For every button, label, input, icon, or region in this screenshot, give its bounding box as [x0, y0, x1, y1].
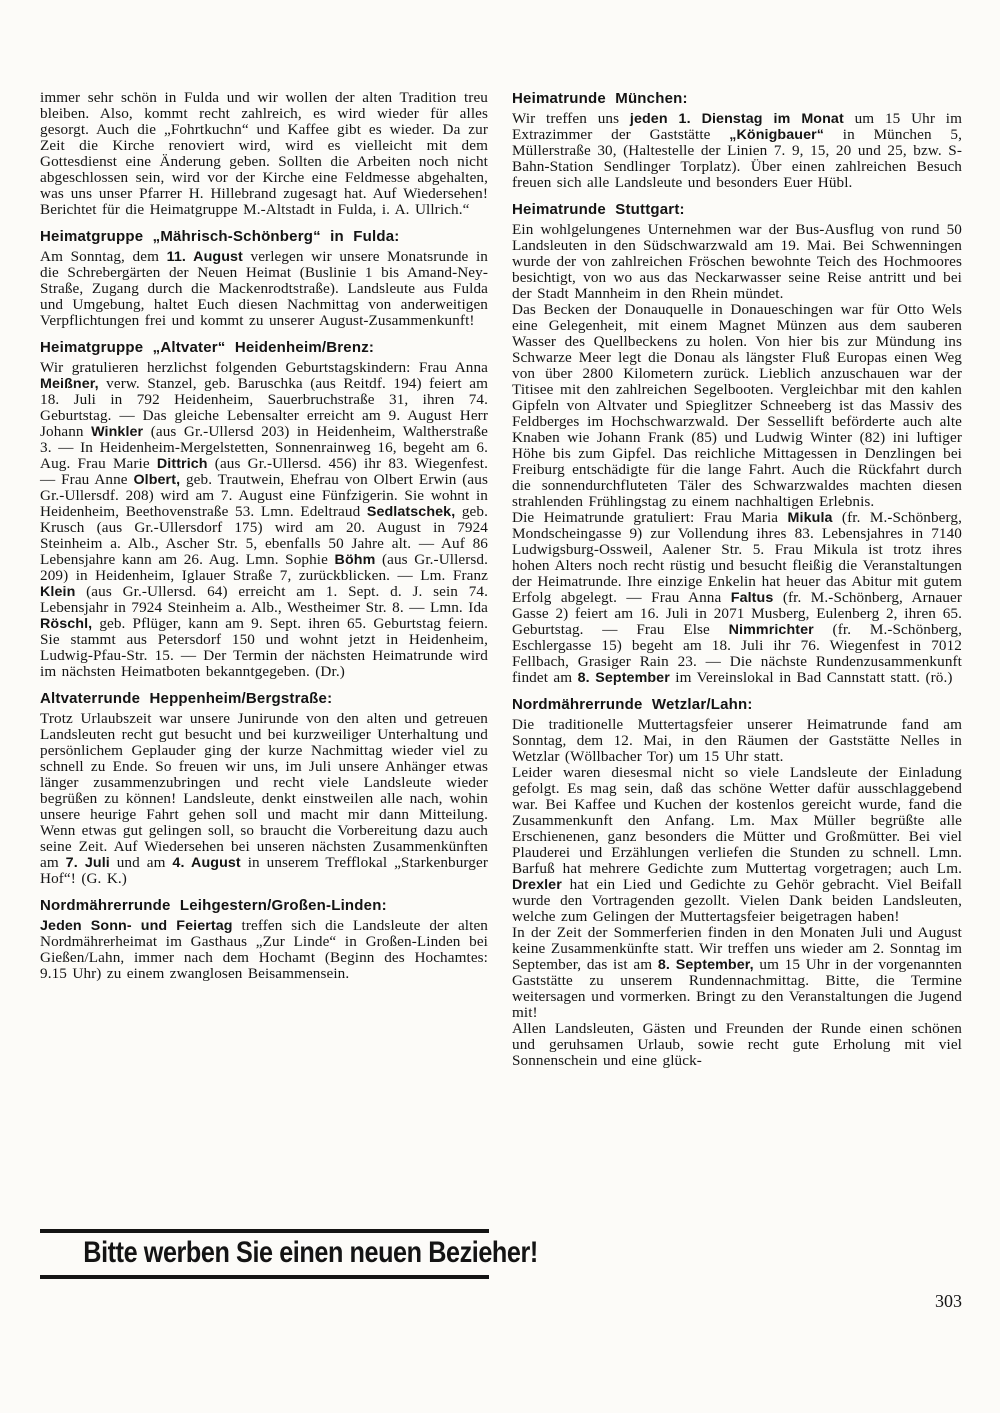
banner-text: Bitte werben Sie einen neuen Bezieher!: [83, 1236, 538, 1269]
section-heading: Heimatrunde Stuttgart:: [512, 201, 685, 218]
subscription-banner: [40, 1229, 538, 1279]
left-column: [40, 90, 488, 982]
paragraph: Ein wohlgelungenes Unternehmen war der Bus-Ausflug von rund 50 Landsleuten in den Südschwarzwald am 19. Mai. Bei Schwenningen wurde der von zahlreichen Fröschen bewohnte Teich des Hochmoores besichtigt, von wo aus das Neckarwasser seine Reise antritt und bei der Stadt Mannheim in den Rhein mündet.: [512, 221, 962, 302]
section-heading: Heimatrunde München:: [512, 90, 688, 107]
section: [40, 339, 488, 680]
section: [40, 690, 488, 887]
section-heading: Nordmährerrunde Leihgestern/Großen-Linden:: [40, 897, 387, 914]
paragraph: Jeden Sonn- und Feiertag treffen sich die Landsleute der alten Nordmährerheimat im Gasthaus „Zur Linde“ in Großen-Linden bei Gießen/Lahn, immer nach dem Hochamt (Beginn des Hochamtes: 9.15 Uhr) zu einem zwanglosen Beisammensein.: [40, 917, 488, 982]
paragraph: Die Heimatrunde gratuliert: Frau Maria Mikula (fr. M.-Schönberg, Mondscheingasse 9) zur Vollendung ihres 83. Lebensjahres in 7140 Ludwigsburg-Ossweil, Aalener Str. 5. Frau Mikula ist trotz ihres hohen Alters noch recht rüstig und besucht fleißig die Veranstaltungen der Heimatrunde. Ihre einzige Enkelin hat heuer das Abitur mit gutem Erfolg abgelegt. — Frau Anna Faltus (fr. M.-Schönberg, Arnauer Gasse 2) feiert am 16. Juli in 2071 Musberg, Eulenberg 2, ihren 65. Geburtstag. — Frau Else Nimmrichter (fr. M.-Schönberg, Eschlergasse 15) begeht am 18. Juli ihr 76. Wiegenfest in 7012 Fellbach, Grasiger Rain 23. — Die nächste Rundenzusammenkunft findet am 8. September im Vereinslokal in Bad Cannstatt statt. (rö.): [512, 509, 962, 686]
section-heading: Heimatgruppe „Mährisch-Schönberg“ in Fulda:: [40, 228, 400, 245]
section: [512, 90, 962, 191]
right-column: [512, 90, 962, 1069]
paragraph: Am Sonntag, dem 11. August verlegen wir unsere Monatsrunde in die Schrebergärten der Neuen Heimat (Buslinie 1 bis Amand-Ney-Straße, Zugang durch die Mackenrodtstraße). Landsleute aus Fulda und Umgebung, haltet Euch diesen Nachmittag von anderweitigen Verpflichtungen frei und kommt zu unserer August-Zusammenkunft!: [40, 248, 488, 329]
paragraph: Wir treffen uns jeden 1. Dienstag im Monat um 15 Uhr im Extrazimmer der Gaststätte „Königbauer“ in München 5, Müllerstraße 30, (Haltestelle der Linien 7. 9, 15, 20 und 25, bzw. S-Bahn-Station Sendlinger Torplatz). Über einen zahlreichen Besuch freuen sich alle Landsleute und besonders Euer Hübl.: [512, 110, 963, 191]
section-heading: Nordmährerrunde Wetzlar/Lahn:: [512, 696, 753, 713]
paragraph: Die traditionelle Muttertagsfeier unserer Heimatrunde fand am Sonntag, dem 12. Mai, in den Räumen der Gaststätte Nelles in Wetzlar (Wöllbacher Tor) um 15 Uhr statt.: [512, 716, 962, 765]
section: [512, 201, 962, 686]
paragraph: In der Zeit der Sommerferien finden in den Monaten Juli und August keine Zusammenkünfte statt. Wir treffen uns wieder am 2. Sonntag im September, das ist am 8. September, um 15 Uhr in der vorgenannten Gaststätte zu unserem Rundennachmittag. Bitte, die Termine weitersagen und vormerken. Bringt zu den Veranstaltungen die Jugend mit!: [512, 924, 962, 1021]
paragraph: Trotz Urlaubszeit war unsere Junirunde von den alten und getreuen Landsleuten recht gut besucht und bei kurzweiliger Unterhaltung und persönlichem Geplauder ging der kurze Nachmittag wieder viel zu schnell zu Ende. So freuen wir uns, im Juli unsere Anhänger etwas länger zusammenzubringen und recht viele Landsleute wieder begrüßen zu können! Landsleute, denkt einstweilen alle nach, wohin unsere heurige Fahrt gehen soll und macht mir dann Mitteilung. Wenn etwas gut gelingen soll, so braucht die Vorbereitung dazu auch seine Zeit. Auf Wiedersehen bei unseren nächsten Zusammenkünften am 7. Juli und am 4. August in unserem Trefflokal „Starkenburger Hof“! (G. K.): [40, 710, 488, 887]
section: [40, 897, 488, 982]
section-heading: Altvaterrunde Heppenheim/Bergstraße:: [40, 690, 333, 707]
section: [512, 696, 962, 1069]
paragraph: Das Becken der Donauquelle in Donaueschingen war für Otto Wels eine Gelegenheit, mit einem Magnet Münzen aus dem sauberen Wasser des Quellbeckens zu holen. Von hier bis zur Mündung ins Schwarze Meer legt die Donau als längster Fluß Europas einen Weg von über 2800 Kilometern zurück. Lieblich anzuschauen war der Titisee mit den zahlreichen Segelbooten. Vergleichbar mit den kahlen Gipfeln von Altvater und Spieglitzer Schneeberg ist das Massiv des Feldberges im Hochschwarzwald. Der Sessellift beförderte auch alte Knaben wie Johann Frank (85) und Ludwig Winter (82) ini luftiger Höhe bis zum Gipfel. Das reichliche Mittagessen in Denzlingen bei Freiburg entschädigte für die lange Fahrt. Auch die Rückfahrt durch die sonnendurchfluteten Täler des Schwarzwaldes machten diesen strahlenden Frühlingstag zu einem nachhaltigen Erlebnis.: [512, 301, 962, 510]
intro-paragraph: immer sehr schön in Fulda und wir wollen der alten Tradition treu bleiben. Also, kommt recht zahlreich, es wird wieder für alles gesorgt. Auch die „Fohrtkuchn“ und Kaffee gibt es wieder. Da zur Zeit die Kirche renoviert wird, wird es vielleicht mit dem Gottesdienst eine Änderung geben. Sollten die Arbeiten noch nicht abgeschlossen sein, wird vor der Kirche eine Feldmesse abgehalten, was uns unser Pfarrer H. Hillebrand zugesagt hat. Auf Wiedersehen! Berichtet für die Heimatgruppe M.-Altstadt in Fulda, i. A. Ullrich.“: [40, 89, 488, 218]
paragraph: Leider waren diesesmal nicht so viele Landsleute der Einladung gefolgt. Es mag sein, daß das schöne Wetter dafür ausschlaggebend war. Bei Kaffee und Kuchen der kostenlos gereicht wurde, fand die Zusammenkunft den Anfang. Lm. Max Müller begrüßte alle Erschienenen, ganz besonders die Mütter und Großmütter. Bei viel Plauderei und Erzählungen verliefen die Stunden zu schnell. Lmn. Barfuß hat mehrere Gedichte zum Muttertag vorgetragen; auch Lm. Drexler hat ein Lied und Gedichte zu Gehör gebracht. Viel Beifall wurde den Vortragenden gezollt. Vielen Dank beiden Landsleuten, welche zum Gelingen der Muttertagsfeier beigetragen haben!: [512, 764, 962, 925]
paragraph: Wir gratulieren herzlichst folgenden Geburtstagskindern: Frau Anna Meißner, verw. Stanzel, geb. Baruschka (aus Reitdf. 194) feiert am 18. Juli in 792 Heidenheim, Sauerbruchstraße 31, ihren 74. Geburtstag. — Das gleiche Lebensalter erreicht am 9. August Herr Johann Winkler (aus Gr.-Ullersd 203) in Heidenheim, Waltherstraße 3. — In Heidenheim-Mergelstetten, Sonnenrainweg 16, begeht am 6. Aug. Frau Marie Dittrich (aus Gr.-Ullersd. 456) ihr 83. Wiegenfest. — Frau Anne Olbert, geb. Trautwein, Ehefrau von Olbert Erwin (aus Gr.-Ullersdf. 208) wird am 7. August eine Fünfzigerin. Sie wohnt in Heidenheim, Beethovenstraße 53. Lmn. Edeltraud Sedlatschek, geb. Krusch (aus Gr.-Ullersdorf 175) wird am 20. August in 7924 Steinheim a. Alb., Ascher Str. 5, ebenfalls 50 Jahre alt. — Auf 86 Lebensjahre kann am 26. Aug. Lmn. Sophie Böhm (aus Gr.-Ullersd. 209) in Heidenheim, Iglauer Straße 7, zurückblicken. — Lm. Franz Klein (aus Gr.-Ullersd. 64) erreicht am 1. Sept. d. J. sein 74. Lebensjahr in 7924 Steinheim a. Alb., Westheimer Str. 8. — Lmn. Ida Röschl, geb. Pflüger, kann am 9. Sept. ihren 65. Geburtstag feiern. Sie stammt aus Petersdorf 150 und wohnt jetzt in Heidenheim, Ludwig-Pfau-Str. 15. — Der Termin der nächsten Heimatrunde wird im nächsten Heimatboten bekanntgegeben. (Dr.): [40, 359, 488, 680]
section: [40, 90, 488, 218]
section-heading: Heimatgruppe „Altvater“ Heidenheim/Brenz:: [40, 339, 375, 356]
section: [40, 228, 488, 329]
paragraph: Allen Landsleuten, Gästen und Freunden der Runde einen schönen und geruhsamen Urlaub, sowie recht gute Erholung mit viel Sonnenschein und eine glück-: [512, 1020, 962, 1069]
page-number: 303: [935, 1291, 962, 1311]
